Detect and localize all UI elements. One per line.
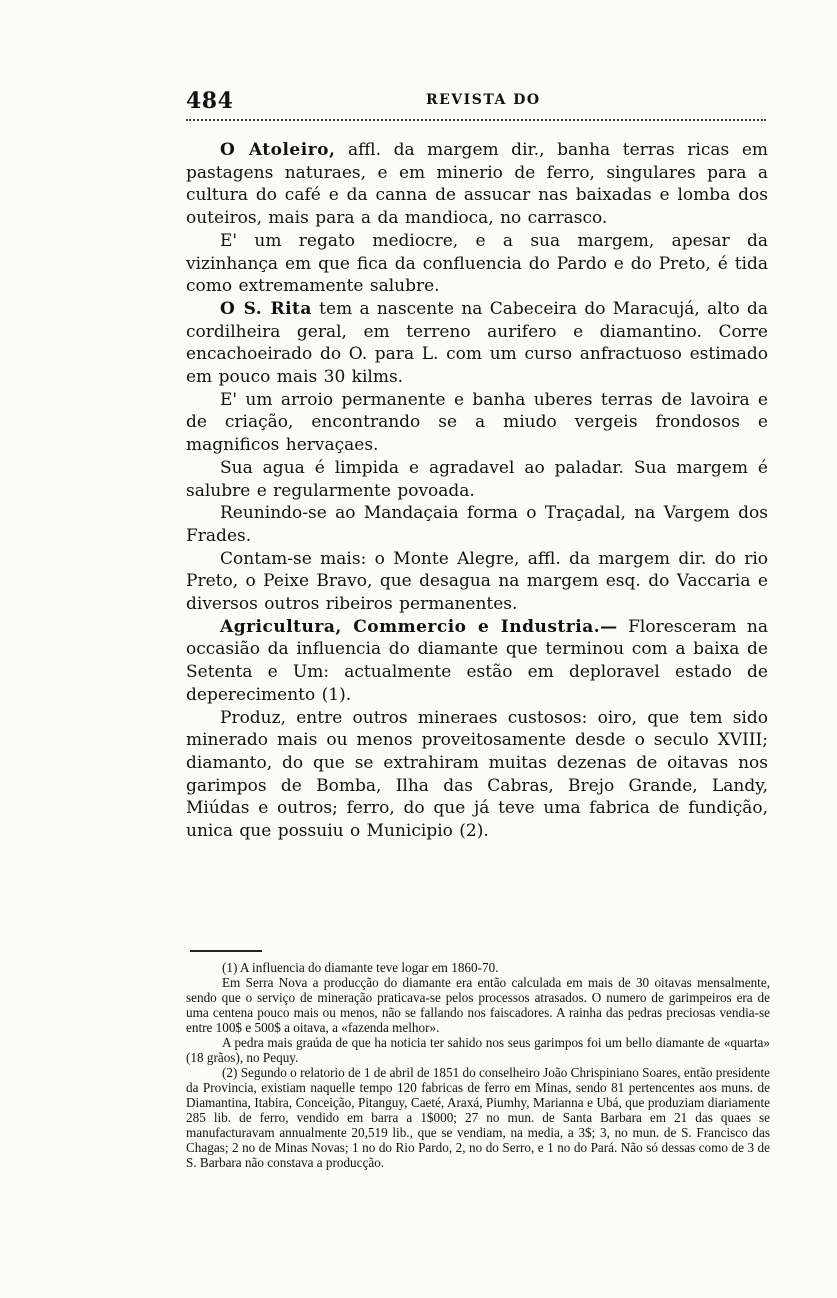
paragraph-text: affl. da margem dir., banha terras ricas em pastagens naturaes, e em minerio de ferro, singulares para a cultura do café e da canna de assucar nas baixadas e lomba dos outeiros, mais para a da mandioca, no carrasco. (186, 140, 768, 229)
footnote: Em Serra Nova a producção do diamante era então calculada em mais de 30 oitavas mensalmente, sendo que o serviço de mineração praticava-se pelos processos atrasados. O numero de garimpeiros era de uma centena pouco mais ou menos, não se fallando nos faiscadores. A rainha das pedras preciosas vendia-se entre 100$ e 500$ a oitava, a «fazenda melhor». (186, 975, 770, 1035)
page-header (186, 88, 766, 116)
paragraph-title: Agricultura, Commercio e Industria.— (220, 616, 618, 637)
footnote: (1) A influencia do diamante teve logar em 1860-70. (222, 960, 499, 975)
footnote: A pedra mais graúda de que ha noticia ter sahido nos seus garimpos foi um bello diamante de «quarta» (18 grãos), no Pequy. (186, 1035, 770, 1065)
paragraph (186, 616, 768, 707)
paragraph (186, 230, 768, 298)
paragraph (186, 139, 768, 230)
running-head: REVISTA DO (426, 92, 541, 108)
paragraph-text: E' um regato mediocre, e a sua margem, apesar da vizinhança em que fica da confluencia do Pardo e do Preto, é tida como extremamente salubre. (186, 230, 768, 297)
paragraph-text: Floresceram na occasião da influencia do diamante que terminou com a baixa de Setenta e Um: actualmente estão em deploravel estado de deperecimento (1). (186, 616, 769, 705)
paragraph-title: O S. Rita (220, 298, 312, 319)
paragraph-text: Contam-se mais: o Monte Alegre, affl. da margem dir. do rio Preto, o Peixe Bravo, que desagua na margem esq. do Vaccaria e diversos outros ribeiros permanentes. (186, 548, 768, 615)
paragraph-text: Sua agua é limpida e agradavel ao paladar. Sua margem é salubre e regularmente povoada. (186, 457, 768, 501)
paragraph (186, 457, 768, 502)
paragraph-text: E' um arroio permanente e banha uberes terras de lavoira e de criação, encontrando se a miudo vergeis frondosos e magnificos hervaçaes. (186, 389, 768, 456)
paragraph (186, 548, 768, 616)
main-text (186, 139, 768, 843)
header-rule (186, 119, 766, 124)
footnotes (186, 960, 770, 1170)
paragraph-text: Produz, entre outros mineraes custosos: oiro, que tem sido minerado mais ou menos proveitosamente desde o seculo XVIII; diamanto, do que se extrahiram muitas dezenas de oitavas nos garimpos de Bomba, Ilha das Cabras, Brejo Grande, Landy, Miúdas e outros; ferro, do que já teve uma fabrica de fundição, unica que possuiu o Municipio (2). (186, 707, 768, 842)
paragraph-text: Reunindo-se ao Mandaçaia forma o Traçadal, na Vargem dos Frades. (186, 503, 768, 546)
footnote-rule (190, 950, 262, 952)
paragraph-text: tem a nascente na Cabeceira do Maracujá, alto da cordilheira geral, em terreno aurifero e diamantino. Corre encachoeirado do O. para L. com um curso anfractuoso estimado em pouco mais 30 kilms. (186, 298, 768, 388)
paragraph-title: O Atoleiro, (220, 140, 336, 160)
paragraph (186, 389, 768, 457)
paragraph (186, 502, 768, 547)
page-number: 484 (186, 88, 234, 114)
footnote: (2) Segundo o relatorio de 1 de abril de 1851 do conselheiro João Chrispiniano Soares, então presidente da Provincia, existiam naquelle tempo 120 fabricas de ferro em Minas, sendo 81 pertencentes aos muns. de Diamantina, Itabira, Conceição, Pitanguy, Caeté, Araxá, Piumhy, Marianna e Ubá, que produziam diariamente 285 lib. de ferro, vendido em barra a 1$000; 27 no mun. de Santa Barbara em 21 das quaes se manufacturavam annualmente 20,519 lib., que se vendiam, na media, a 3$; 3, no mun. de S. Francisco das Chagas; 2 no de Minas Novas; 1 no do Rio Pardo, 2, no do Serro, e 1 no do Pará. Não só dessas como de 3 de S. Barbara não constava a producção. (186, 1065, 770, 1170)
paragraph (186, 298, 768, 389)
paragraph (186, 707, 768, 843)
